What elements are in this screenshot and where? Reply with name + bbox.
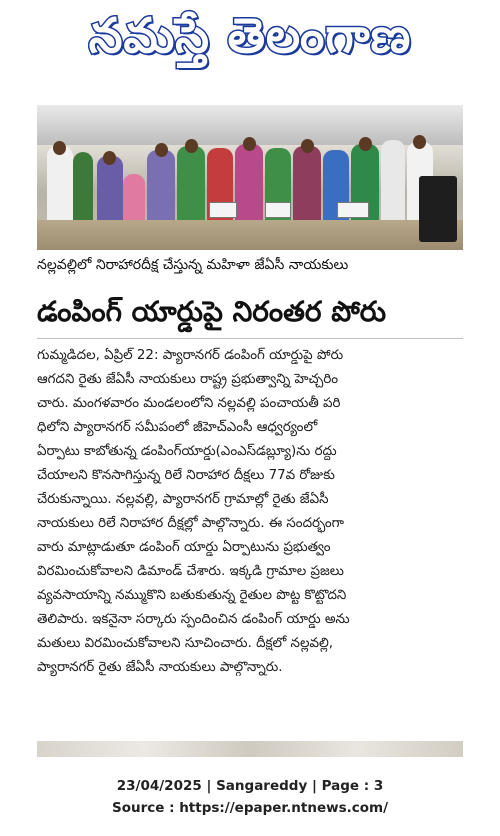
article-line: చారు. మంగళవారం మండలంలోని నల్లవల్లి పంచాయతీ పరి: [37, 396, 341, 411]
article-line: ప్యారానగర్ రైతు జేఏసీ నాయకులు పాల్గొన్నారు.: [37, 660, 283, 675]
newspaper-logo: నమస్తే తెలంగాణ: [88, 8, 412, 64]
article-line: గుమ్మడిదల, ఏప్రిల్ 22: ప్యారానగర్ డంపింగ్ యార్డుపై పోరు: [37, 348, 344, 363]
article-line: నాయకులు రిలే నిరాహార దీక్షల్లో పాల్గొన్నారు. ఈ సందర్భంగా: [37, 516, 345, 531]
placard: [337, 202, 369, 218]
placard: [209, 202, 237, 218]
photo-caption: నల్లవల్లిలో నిరాహారదీక్ష చేస్తున్న మహిళా జేఏసీ నాయకులు: [37, 257, 349, 273]
article-line: ఆగదని రైతు జేఏసీ నాయకులు రాష్ట్ర ప్రభుత్వాన్ని హెచ్చరిం: [37, 372, 339, 387]
photo-crowd: [43, 131, 457, 226]
article-line: మతులు విరమించుకోవాలని సూచించారు. దీక్షలో నల్లవల్లి,: [37, 636, 334, 651]
article-line: ధిలోని ప్యారానగర్ సమీపంలో జీహెచ్ఎంసీ ఆధ్వర్యంలో: [37, 420, 318, 435]
article-line: వ్యవసాయాన్ని నమ్ముకొని బతుకుతున్న రైతుల పొట్ట కొట్టొదని: [37, 588, 347, 603]
footer-date-line: 23/04/2025 | Sangareddy | Page : 3: [116, 778, 384, 794]
news-photo: [37, 105, 463, 250]
speaker-box: [419, 176, 457, 242]
article-line: ఏర్పాటు కాబోతున్న డంపింగ్‌యార్డు(ఎంఎస్‌డబ్ల్యూ)ను రద్దు: [37, 444, 337, 459]
article-line: చేరుకున్నాయి. నల్లవల్లి, ప్యారానగర్ గ్రామాల్లో రైతు జేఏసీ: [37, 492, 329, 507]
next-article-photo-strip: [37, 741, 463, 757]
footer-source-line[interactable]: Source : https://epaper.ntnews.com/: [111, 800, 389, 816]
article-line: తెలిపారు. ఇకనైనా సర్కారు స్పందించిన డంపింగ్ యార్డు అను: [37, 612, 350, 627]
article-line: వారు మాట్లాడుతూ డంపింగ్ యార్డు ఏర్పాటును ప్రభుత్వం: [37, 540, 331, 555]
photo-ground: [37, 220, 463, 250]
article-line: విరమించుకోవాలని డిమాండ్ చేశారు. ఇక్కడి గ్రామాల ప్రజలు: [37, 564, 344, 579]
headline-divider: [37, 338, 463, 339]
article-line: చేయాలని కొనసాగిస్తున్న రిలే నిరాహార దీక్షలు 77వ రోజుకు: [37, 468, 335, 483]
article-headline: డంపింగ్ యార్డుపై నిరంతర పోరు: [37, 295, 387, 328]
article-body: [37, 344, 463, 680]
masthead: [0, 0, 500, 92]
placard: [265, 202, 291, 218]
